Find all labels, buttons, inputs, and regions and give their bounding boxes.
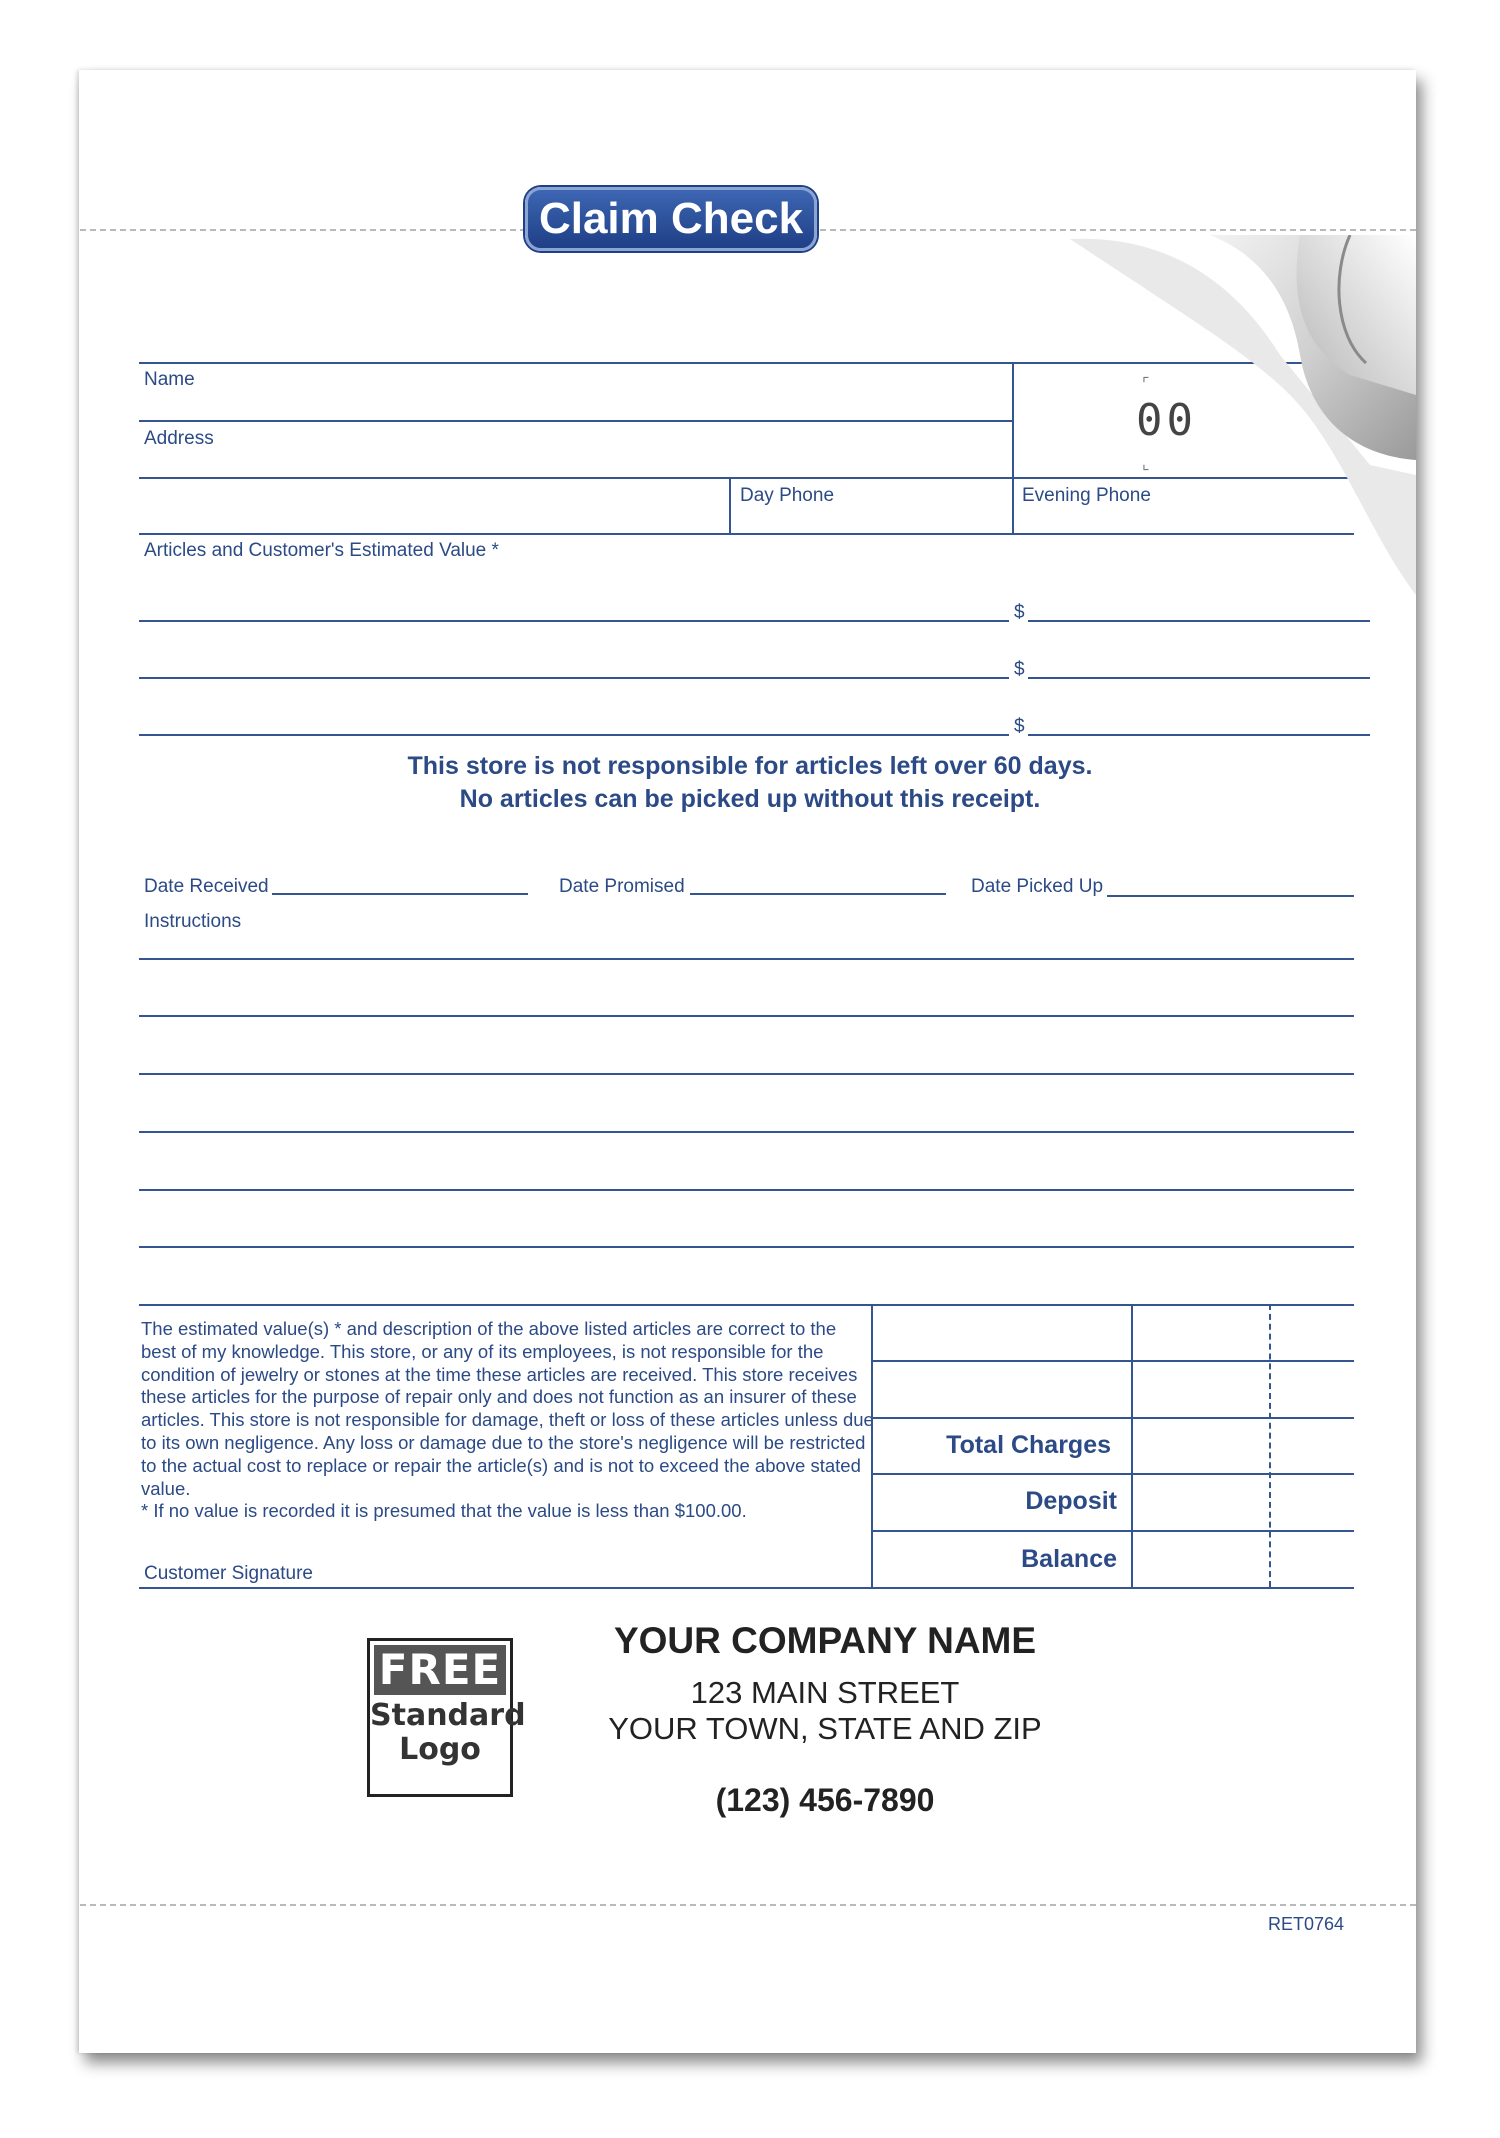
bottom-perforation: [80, 1904, 1416, 1906]
corner-mark-top: ⌜: [1142, 376, 1150, 393]
address-label: Address: [144, 428, 214, 449]
customer-signature-label: Customer Signature: [144, 1563, 313, 1584]
product-code: RET0764: [1268, 1914, 1345, 1934]
deposit-label: Deposit: [1025, 1487, 1117, 1515]
date-picked-up-label: Date Picked Up: [971, 876, 1104, 897]
instruction-line-5: [139, 1189, 1354, 1191]
articles-label: Articles and Customer's Estimated Value *: [144, 540, 499, 561]
company-street: 123 MAIN STREET: [690, 1675, 960, 1710]
instruction-line-2: [139, 1015, 1354, 1017]
company-city: YOUR TOWN, STATE AND ZIP: [608, 1711, 1042, 1746]
terms-body: The estimated value(s) * and description of the above listed articles are correct to the best of my knowledge. This store, or any of its employees, is not responsible for the condition of jewelry or stones at the time these articles are received. This store receives these articles for the purpose of repair only and does not function as an insurer of these articles. This store is not responsible for damage, theft or loss of these articles unless due to its own negligence. Any loss or damage due to the store's negligence will be restricted to the actual cost to replace or repair the article(s) and is not to exceed the above stated value.: [141, 1318, 874, 1499]
instruction-line-7: [139, 1304, 1354, 1306]
value-currency-1: $: [1014, 602, 1025, 623]
day-phone-label: Day Phone: [740, 485, 835, 506]
terms-text: [141, 1318, 875, 1523]
company-name: YOUR COMPANY NAME: [613, 1620, 1037, 1661]
name-label: Name: [144, 369, 195, 390]
totals-row-line-2: [871, 1417, 1354, 1419]
notice-line-1: This store is not responsible for articles left over 60 days.: [407, 752, 1093, 780]
terms-note: * If no value is recorded it is presumed that the value is less than $100.00.: [141, 1500, 747, 1522]
date-picked-up-line: [1107, 895, 1354, 897]
article-line-3: [139, 734, 1009, 736]
page-curl-icon: [1050, 235, 1420, 595]
totals-row-line-4: [871, 1530, 1354, 1532]
date-promised-label: Date Promised: [559, 876, 685, 897]
logo-free-text: FREE: [374, 1645, 506, 1695]
date-promised-line: [690, 893, 946, 895]
value-line-3: [1028, 734, 1370, 736]
number-box-divider: [1012, 362, 1014, 535]
free-standard-logo: [367, 1638, 526, 1797]
totals-row-line-1: [871, 1360, 1354, 1362]
instruction-line-3: [139, 1073, 1354, 1075]
date-received-label: Date Received: [144, 876, 269, 897]
totals-cents-divider: [1269, 1304, 1271, 1587]
evening-phone-label: Evening Phone: [1022, 485, 1151, 506]
instruction-line-1: [139, 958, 1354, 960]
value-line-2: [1028, 677, 1370, 679]
article-line-1: [139, 620, 1009, 622]
instruction-line-6: [139, 1246, 1354, 1248]
signature-line: [139, 1587, 1354, 1589]
company-phone: (123) 456-7890: [715, 1782, 935, 1818]
name-line: [139, 420, 1012, 422]
article-line-2: [139, 677, 1009, 679]
form-title: Claim Check: [525, 187, 817, 251]
form-number: 00: [1136, 395, 1197, 446]
logo-line-1: Standard: [370, 1698, 526, 1733]
notice-line-2: No articles can be picked up without this receipt.: [459, 785, 1041, 813]
logo-standard-text: [370, 1698, 526, 1767]
instruction-line-4: [139, 1131, 1354, 1133]
totals-left-border: [871, 1304, 873, 1587]
balance-label: Balance: [1021, 1545, 1117, 1573]
instructions-label: Instructions: [144, 911, 242, 932]
date-received-line: [272, 893, 528, 895]
totals-amount-divider: [1131, 1304, 1133, 1587]
value-line-1: [1028, 620, 1370, 622]
phone-divider: [729, 477, 731, 535]
logo-line-2: Logo: [399, 1732, 481, 1767]
value-currency-3: $: [1014, 716, 1025, 737]
totals-row-line-3: [871, 1473, 1354, 1475]
value-currency-2: $: [1014, 659, 1025, 680]
corner-mark-bottom: ⌞: [1142, 456, 1150, 473]
total-charges-label: Total Charges: [946, 1431, 1111, 1459]
